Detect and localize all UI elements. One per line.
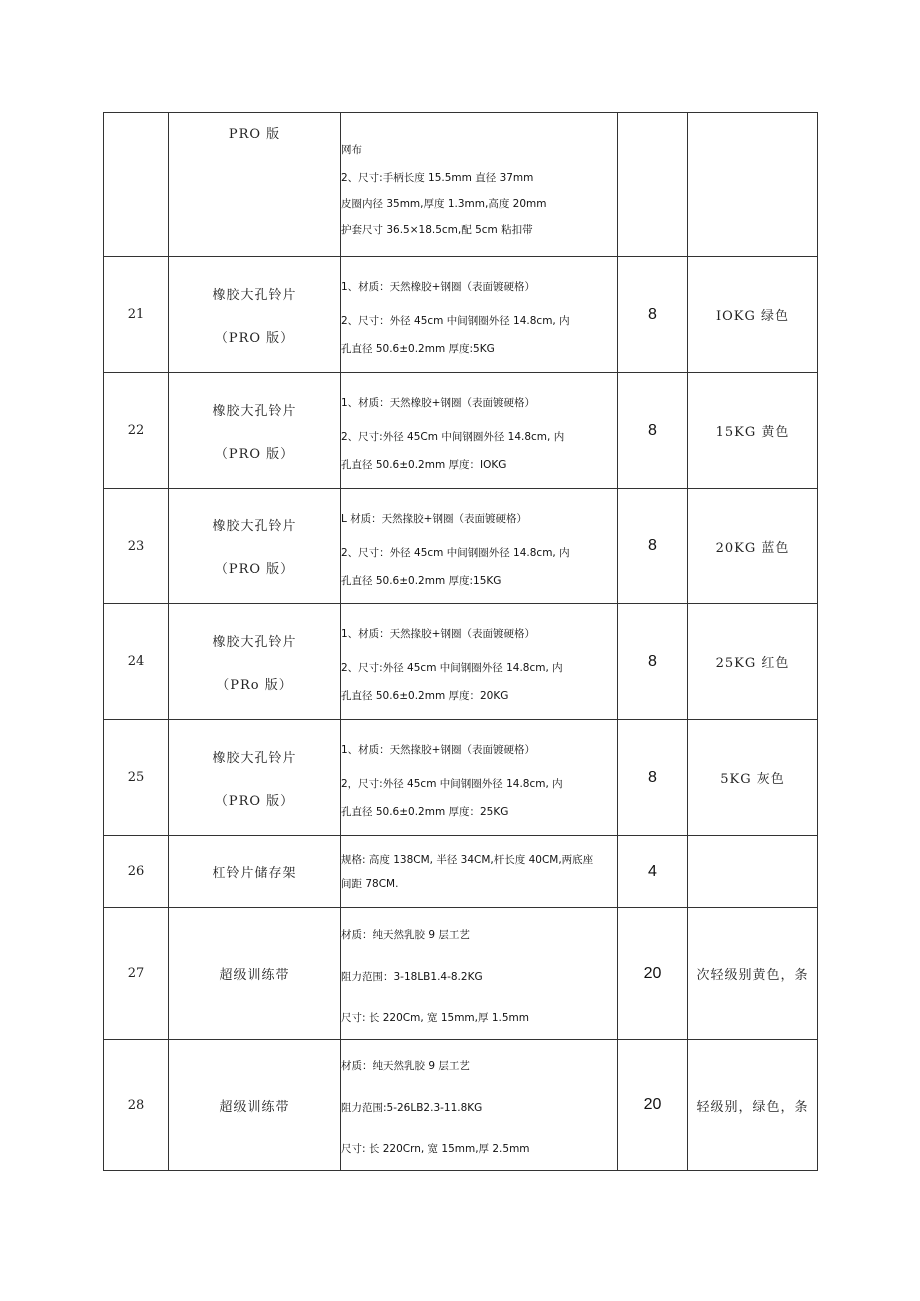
spec-line: 阻力范围：3-18LB1.4-8.2KG xyxy=(341,970,483,983)
item-note: 轻级别，绿色，条 xyxy=(688,1040,818,1171)
table-row xyxy=(104,908,818,1040)
spec-line: 1、材质：天然掾胶+钢圈（表面镀硬格） xyxy=(341,744,535,756)
item-name xyxy=(169,720,341,836)
table-row xyxy=(104,1040,818,1171)
spec-line: 孔直径 50.6±0.2mm 厚度:15KG xyxy=(341,574,502,587)
item-name-line: 橡胶大孔铃片 xyxy=(212,519,297,534)
item-spec xyxy=(341,1040,618,1171)
item-spec xyxy=(341,836,618,908)
spec-line: 孔直径 50.6±0.2mm 厚度：20KG xyxy=(341,690,509,702)
item-quantity: 8 xyxy=(618,257,688,373)
spec-line: 1、材质：天然橡胶+钢圈（表面镀硬格） xyxy=(341,281,535,293)
item-name-line: 杠铃片储存架 xyxy=(212,866,297,881)
item-name-line: PRO 版 xyxy=(228,127,281,142)
item-quantity: 8 xyxy=(618,489,688,604)
item-name-line: 超级训练带 xyxy=(219,1099,290,1115)
table-row xyxy=(104,113,818,257)
spec-line: 孔直径 50.6±0.2mm 厚度：IOKG xyxy=(341,459,507,471)
spec-line xyxy=(341,157,617,169)
table-row xyxy=(104,257,818,373)
item-name-line: 橡胶大孔铃片 xyxy=(212,634,297,650)
item-spec xyxy=(341,720,618,836)
row-number: 26 xyxy=(104,836,169,908)
item-quantity: 20 xyxy=(618,1040,688,1171)
item-name-line: （PRO 版） xyxy=(214,562,295,577)
item-quantity xyxy=(618,113,688,257)
item-spec xyxy=(341,489,618,604)
spec-line: 网布 xyxy=(341,143,362,156)
item-spec xyxy=(341,908,618,1040)
spec-line: 尺寸: 长 220Crn, 宽 15mm,厚 2.5mm xyxy=(341,1143,530,1155)
item-name xyxy=(169,113,341,257)
item-note: 次轻级别黄色，条 xyxy=(688,908,818,1040)
item-spec xyxy=(341,257,618,373)
table-row xyxy=(104,373,818,489)
item-quantity: 8 xyxy=(618,604,688,720)
item-name-line: （PRO 版） xyxy=(214,446,295,462)
row-number: 24 xyxy=(104,604,169,720)
item-note: IOKG 绿色 xyxy=(688,257,818,373)
spec-line: 材质：纯天然乳胶 9 层工艺 xyxy=(341,1060,470,1072)
spec-line: 阻力范围:5-26LB2.3-11.8KG xyxy=(341,1102,483,1114)
item-name-line: 橡胶大孔铃片 xyxy=(212,750,297,766)
item-name xyxy=(169,604,341,720)
item-spec xyxy=(341,373,618,489)
spec-line: 规格: 高度 138CM, 半径 34CM,杆长度 40CM,两底座 xyxy=(341,853,594,866)
table-row xyxy=(104,836,818,908)
item-name xyxy=(169,489,341,604)
item-name-line: 橡胶大孔铃片 xyxy=(212,403,297,419)
spec-line: 2、尺寸：外径 45cm 中间钢圈外径 14.8cm, 内 xyxy=(341,546,570,559)
row-number: 27 xyxy=(104,908,169,1040)
item-spec xyxy=(341,113,618,257)
item-name xyxy=(169,836,341,908)
spec-line: 孔直径 50.6±0.2mm 厚度:5KG xyxy=(341,343,495,355)
item-quantity: 8 xyxy=(618,720,688,836)
item-note: 5KG 灰色 xyxy=(688,720,818,836)
item-note xyxy=(688,113,818,257)
spec-line: 护套尺寸 36.5×18.5cm,配 5cm 粘扣带 xyxy=(341,223,533,236)
table-row xyxy=(104,489,818,604)
item-name-line: （PRo 版） xyxy=(216,677,293,693)
item-name xyxy=(169,373,341,489)
item-name-line: 橡胶大孔铃片 xyxy=(212,287,297,303)
item-note: 15KG 黄色 xyxy=(688,373,818,489)
equipment-spec-table xyxy=(103,112,818,1171)
item-note: 20KG 蓝色 xyxy=(688,489,818,604)
item-quantity: 8 xyxy=(618,373,688,489)
item-name xyxy=(169,257,341,373)
spec-line: 2、尺寸：外径 45cm 中间钢圈外径 14.8cm, 内 xyxy=(341,315,570,327)
spec-line: 2，尺寸:外径 45cm 中间钢圈外径 14.8cm, 内 xyxy=(341,778,563,790)
spec-line: 2、尺寸:手柄长度 15.5mm 直径 37mm xyxy=(341,171,534,184)
table-row xyxy=(104,720,818,836)
item-quantity: 4 xyxy=(618,836,688,908)
row-number: 23 xyxy=(104,489,169,604)
row-number: 28 xyxy=(104,1040,169,1171)
item-name-line: （PRO 版） xyxy=(214,793,295,809)
item-note xyxy=(688,836,818,908)
item-name xyxy=(169,1040,341,1171)
spec-line: 间距 78CM. xyxy=(341,877,399,890)
row-number: 21 xyxy=(104,257,169,373)
item-spec xyxy=(341,604,618,720)
row-number: 25 xyxy=(104,720,169,836)
spec-line: 材质：纯天然乳胶 9 层工艺 xyxy=(341,928,470,941)
spec-line: 2、尺寸:外径 45cm 中间钢圈外径 14.8cm, 内 xyxy=(341,662,563,674)
table-row xyxy=(104,604,818,720)
row-number: 22 xyxy=(104,373,169,489)
item-name xyxy=(169,908,341,1040)
spec-line: L 材质：天然掾胶+钢圈（表面镀硬格） xyxy=(341,512,527,525)
item-name-line: （PRO 版） xyxy=(214,330,295,346)
spec-line: 孔直径 50.6±0.2mm 厚度：25KG xyxy=(341,806,509,818)
spec-line: 尺寸: 长 220Cm, 宽 15mm,厚 1.5mm xyxy=(341,1011,529,1024)
item-name-line: 超级训练带 xyxy=(219,968,290,983)
spec-line: 2、尺寸:外径 45Cm 中间钢圈外径 14.8cm, 内 xyxy=(341,431,565,443)
spec-line: 1、材质：天然橡胶+钢圈（表面镀硬格） xyxy=(341,397,535,409)
spec-line: 皮圈内径 35mm,厚度 1.3mm,高度 20mm xyxy=(341,197,547,210)
item-quantity: 20 xyxy=(618,908,688,1040)
item-note: 25KG 红色 xyxy=(688,604,818,720)
row-number xyxy=(104,113,169,257)
spec-line: 1、材质：天然掾胶+钢圈（表面镀硬格） xyxy=(341,628,535,640)
